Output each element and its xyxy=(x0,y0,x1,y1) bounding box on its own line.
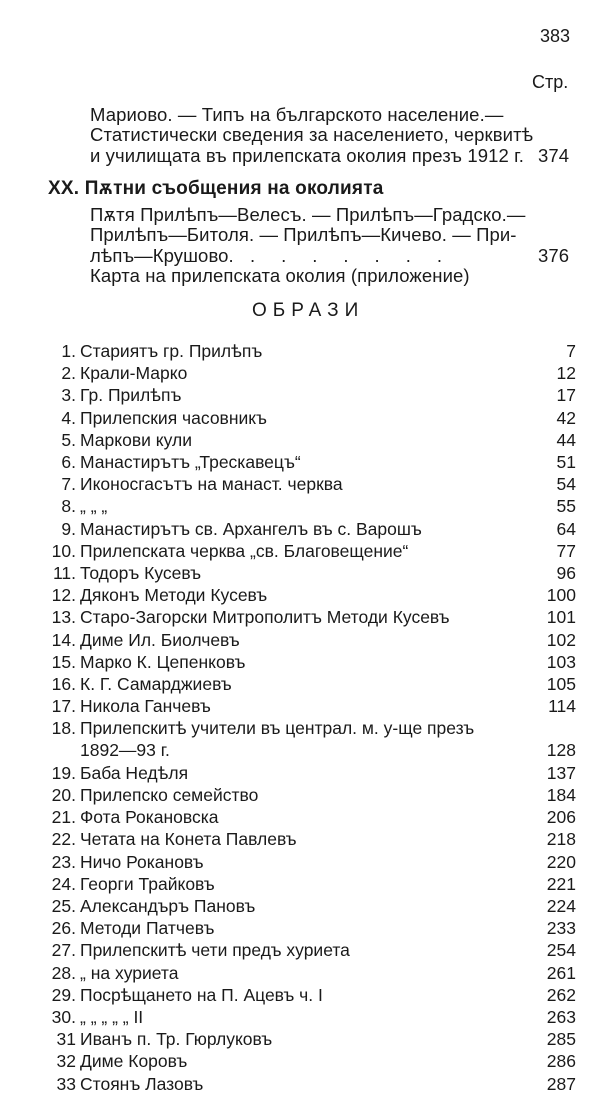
image-entry-number: 13. xyxy=(51,607,76,628)
image-entry-page: 51 xyxy=(556,452,576,472)
image-entry-title: Манастирътъ св. Архангелъ въ с. Варошъ xyxy=(80,518,422,539)
image-entry-number: 30. xyxy=(51,1007,76,1027)
image-entry xyxy=(50,874,576,896)
image-entry-page: 44 xyxy=(556,429,576,450)
section-line-3: лѣпъ—Крушово. xyxy=(90,245,234,266)
image-entry xyxy=(50,1007,576,1029)
image-entry-number: 26. xyxy=(51,918,76,939)
image-entry-title: Прилепскитѣ учители въ централ. м. у-ще презъ xyxy=(80,718,475,739)
image-entry-title: Гр. Прилѣпъ xyxy=(80,385,182,406)
image-entry-title: Прилепско семейство xyxy=(80,785,259,805)
map-line: Карта на прилепската околия (приложение) xyxy=(90,265,470,286)
image-entry-number: 15. xyxy=(51,651,76,672)
image-entry-number: 8. xyxy=(61,496,76,517)
image-entry xyxy=(50,852,576,874)
image-entry-page: 102 xyxy=(546,629,576,650)
image-entry-page: 262 xyxy=(546,984,576,1005)
image-entry xyxy=(50,430,576,452)
image-entry xyxy=(50,674,576,696)
image-entry xyxy=(50,408,576,430)
image-entry-page: 261 xyxy=(546,962,576,983)
image-entry-page: 100 xyxy=(546,585,576,606)
image-entry-number: 19. xyxy=(51,762,76,783)
image-entry-title: Методи Патчевъ xyxy=(80,918,215,939)
image-entry-title: Посрѣщането на П. Ацевъ ч. I xyxy=(80,984,323,1005)
image-entry-number: 14. xyxy=(51,629,76,650)
image-entry-page: 287 xyxy=(546,1073,576,1094)
image-entry-number: 1. xyxy=(61,341,76,361)
image-entry xyxy=(50,563,576,585)
image-entry-title: К. Г. Самарджиевъ xyxy=(80,674,232,694)
image-entry-number: 3. xyxy=(61,385,76,406)
image-entry-page: 128 xyxy=(546,740,576,761)
image-entry-page: 55 xyxy=(556,496,576,517)
image-entry-page: 233 xyxy=(546,918,576,939)
image-entry-page: 220 xyxy=(546,851,576,872)
image-entry-number: 12. xyxy=(51,585,76,606)
image-entry-title: Иконосгасътъ на манаст. черква xyxy=(80,474,343,495)
image-entry xyxy=(50,896,576,918)
image-entry-title: Четата на Конета Павлевъ xyxy=(80,829,297,850)
image-entry xyxy=(50,763,576,785)
image-entry-page: 103 xyxy=(546,651,576,672)
section-line-2: Прилѣпъ—Битоля. — Прилѣпъ—Кичево. — При- xyxy=(90,224,517,245)
image-entry xyxy=(50,496,576,518)
image-entry-title: Тодоръ Кусевъ xyxy=(80,563,202,583)
image-entry-number: 29. xyxy=(51,984,76,1005)
image-entry-page: 7 xyxy=(566,341,576,361)
image-entry xyxy=(50,918,576,940)
image-entry-title: „ „ „ „ „ II xyxy=(80,1007,144,1027)
image-entry-number: 6. xyxy=(61,452,76,472)
image-entry-title: „ „ „ xyxy=(80,496,108,517)
image-entry-title: Диме Коровъ xyxy=(80,1051,188,1072)
image-entry-page: 184 xyxy=(546,785,576,805)
image-entry xyxy=(50,607,576,629)
image-entry-title: Баба Недѣля xyxy=(80,762,189,783)
image-entry xyxy=(50,829,576,851)
image-entry xyxy=(50,652,576,674)
section-heading: XX. Пѫтни съобщения на околията xyxy=(48,178,384,199)
image-entry-title: Прилепския часовникъ xyxy=(80,407,267,428)
image-entry-title: Александъръ Пановъ xyxy=(80,896,256,916)
image-entry-page: 221 xyxy=(546,873,576,894)
image-entry xyxy=(50,718,576,762)
image-entry-number: 17. xyxy=(51,696,76,717)
image-entry xyxy=(50,1051,576,1073)
image-entry-number: 27. xyxy=(51,940,76,961)
image-entry-title-continued: 1892—93 г. xyxy=(80,740,170,761)
image-entry-page: 137 xyxy=(546,762,576,783)
image-entry xyxy=(50,585,576,607)
section-line-3-leader: ....... xyxy=(250,245,468,266)
image-entry-title: Диме Ил. Биолчевъ xyxy=(80,629,240,650)
image-entry-number: 20. xyxy=(51,785,76,805)
image-entry-page: 286 xyxy=(546,1051,576,1072)
toc-intro-line-1: Мариово. — Типъ на българското население.— xyxy=(90,104,504,125)
image-entry-number: 7. xyxy=(61,474,76,495)
image-entry-number: 33 xyxy=(56,1073,76,1094)
image-entry xyxy=(50,807,576,829)
image-entry-title: Стариятъ гр. Прилѣпъ xyxy=(80,341,263,361)
image-entry-page: 42 xyxy=(556,407,576,428)
image-entry xyxy=(50,940,576,962)
image-entry-number: 11. xyxy=(52,563,76,583)
section-page: 376 xyxy=(538,245,570,266)
toc-intro-line-2: Статистически сведения за населението, черквитѣ xyxy=(90,124,534,145)
image-entry xyxy=(50,519,576,541)
image-entry-number: 4. xyxy=(61,407,76,428)
image-entry-title: Марко К. Цепенковъ xyxy=(80,651,246,672)
image-entry-page: 64 xyxy=(556,518,576,539)
image-entry xyxy=(50,541,576,563)
image-entry-page: 96 xyxy=(556,563,576,583)
image-entry-page: 263 xyxy=(546,1007,576,1027)
image-entry-title: Стоянъ Лазовъ xyxy=(80,1073,204,1094)
image-entry-page: 101 xyxy=(546,607,576,628)
image-entry-number: 31 xyxy=(56,1029,76,1050)
image-entry-page: 17 xyxy=(556,385,576,406)
image-entry xyxy=(50,630,576,652)
image-entry-title: Манастирътъ „Трескавецъ“ xyxy=(80,452,301,472)
image-entry-page: 114 xyxy=(548,696,576,717)
image-entry xyxy=(50,696,576,718)
image-entry-number: 32 xyxy=(56,1051,76,1072)
image-entry-page: 54 xyxy=(556,474,576,495)
image-entry xyxy=(50,1074,576,1096)
image-entry-title: Маркови кули xyxy=(80,429,192,450)
image-entry-title: Крали-Марко xyxy=(80,363,188,384)
image-entry xyxy=(50,963,576,985)
image-entry-number: 2. xyxy=(61,363,76,384)
image-entry-number: 25. xyxy=(51,896,76,916)
image-entry xyxy=(50,1029,576,1051)
images-title: ОБРАЗИ xyxy=(252,300,365,321)
section-line-1: Пѫтя Прилѣпъ—Велесъ. — Прилѣпъ—Градско.— xyxy=(90,204,526,225)
column-label-pages: Стр. xyxy=(532,72,569,92)
image-entry-page: 285 xyxy=(546,1029,576,1050)
image-entry-number: 18. xyxy=(51,718,76,739)
image-entry-page: 77 xyxy=(556,540,576,561)
image-entry xyxy=(50,452,576,474)
image-entry-page: 206 xyxy=(546,807,576,828)
image-entry-number: 23. xyxy=(51,851,76,872)
toc-intro-page: 374 xyxy=(538,145,570,166)
image-entry-number: 10. xyxy=(51,540,76,561)
image-entry-title: Никола Ганчевъ xyxy=(80,696,211,717)
image-entry-title: Ничо Рокановъ xyxy=(80,851,204,872)
image-entry-title: Дяконъ Методи Кусевъ xyxy=(80,585,268,606)
image-entry-page: 224 xyxy=(546,896,576,916)
image-entry-page: 254 xyxy=(546,940,576,961)
image-entry-title: Иванъ п. Тр. Гюрлуковъ xyxy=(80,1029,273,1050)
image-entry xyxy=(50,985,576,1007)
image-entry xyxy=(50,341,576,363)
image-entry-page: 105 xyxy=(546,674,576,694)
image-entry xyxy=(50,385,576,407)
image-entry-title: Прилепскитѣ чети предъ хуриета xyxy=(80,940,350,961)
image-entry-number: 5. xyxy=(61,429,76,450)
image-entry-title: Старо-Загорски Митрополитъ Методи Кусевъ xyxy=(80,607,450,628)
toc-intro-line-3: и училищата въ прилепската околия презъ 1912 г. xyxy=(90,145,524,166)
image-entry-page: 218 xyxy=(546,829,576,850)
image-entry-number: 9. xyxy=(61,518,76,539)
image-entry-title: Георги Трайковъ xyxy=(80,873,215,894)
image-entry-number: 28. xyxy=(51,962,76,983)
image-entry-title: „ на хуриета xyxy=(80,962,179,983)
image-entry-number: 16. xyxy=(51,674,76,694)
image-entry xyxy=(50,363,576,385)
image-entry-title: Фота Рокановска xyxy=(80,807,219,828)
image-entry xyxy=(50,785,576,807)
image-entry-title: Прилепската черква „св. Благовещение“ xyxy=(80,540,409,561)
image-entry-number: 24. xyxy=(51,873,76,894)
image-entry-number: 21. xyxy=(51,807,76,828)
page-number: 383 xyxy=(540,26,571,46)
image-entry-number: 22. xyxy=(51,829,76,850)
image-entry xyxy=(50,474,576,496)
image-entry-page: 12 xyxy=(556,363,576,384)
